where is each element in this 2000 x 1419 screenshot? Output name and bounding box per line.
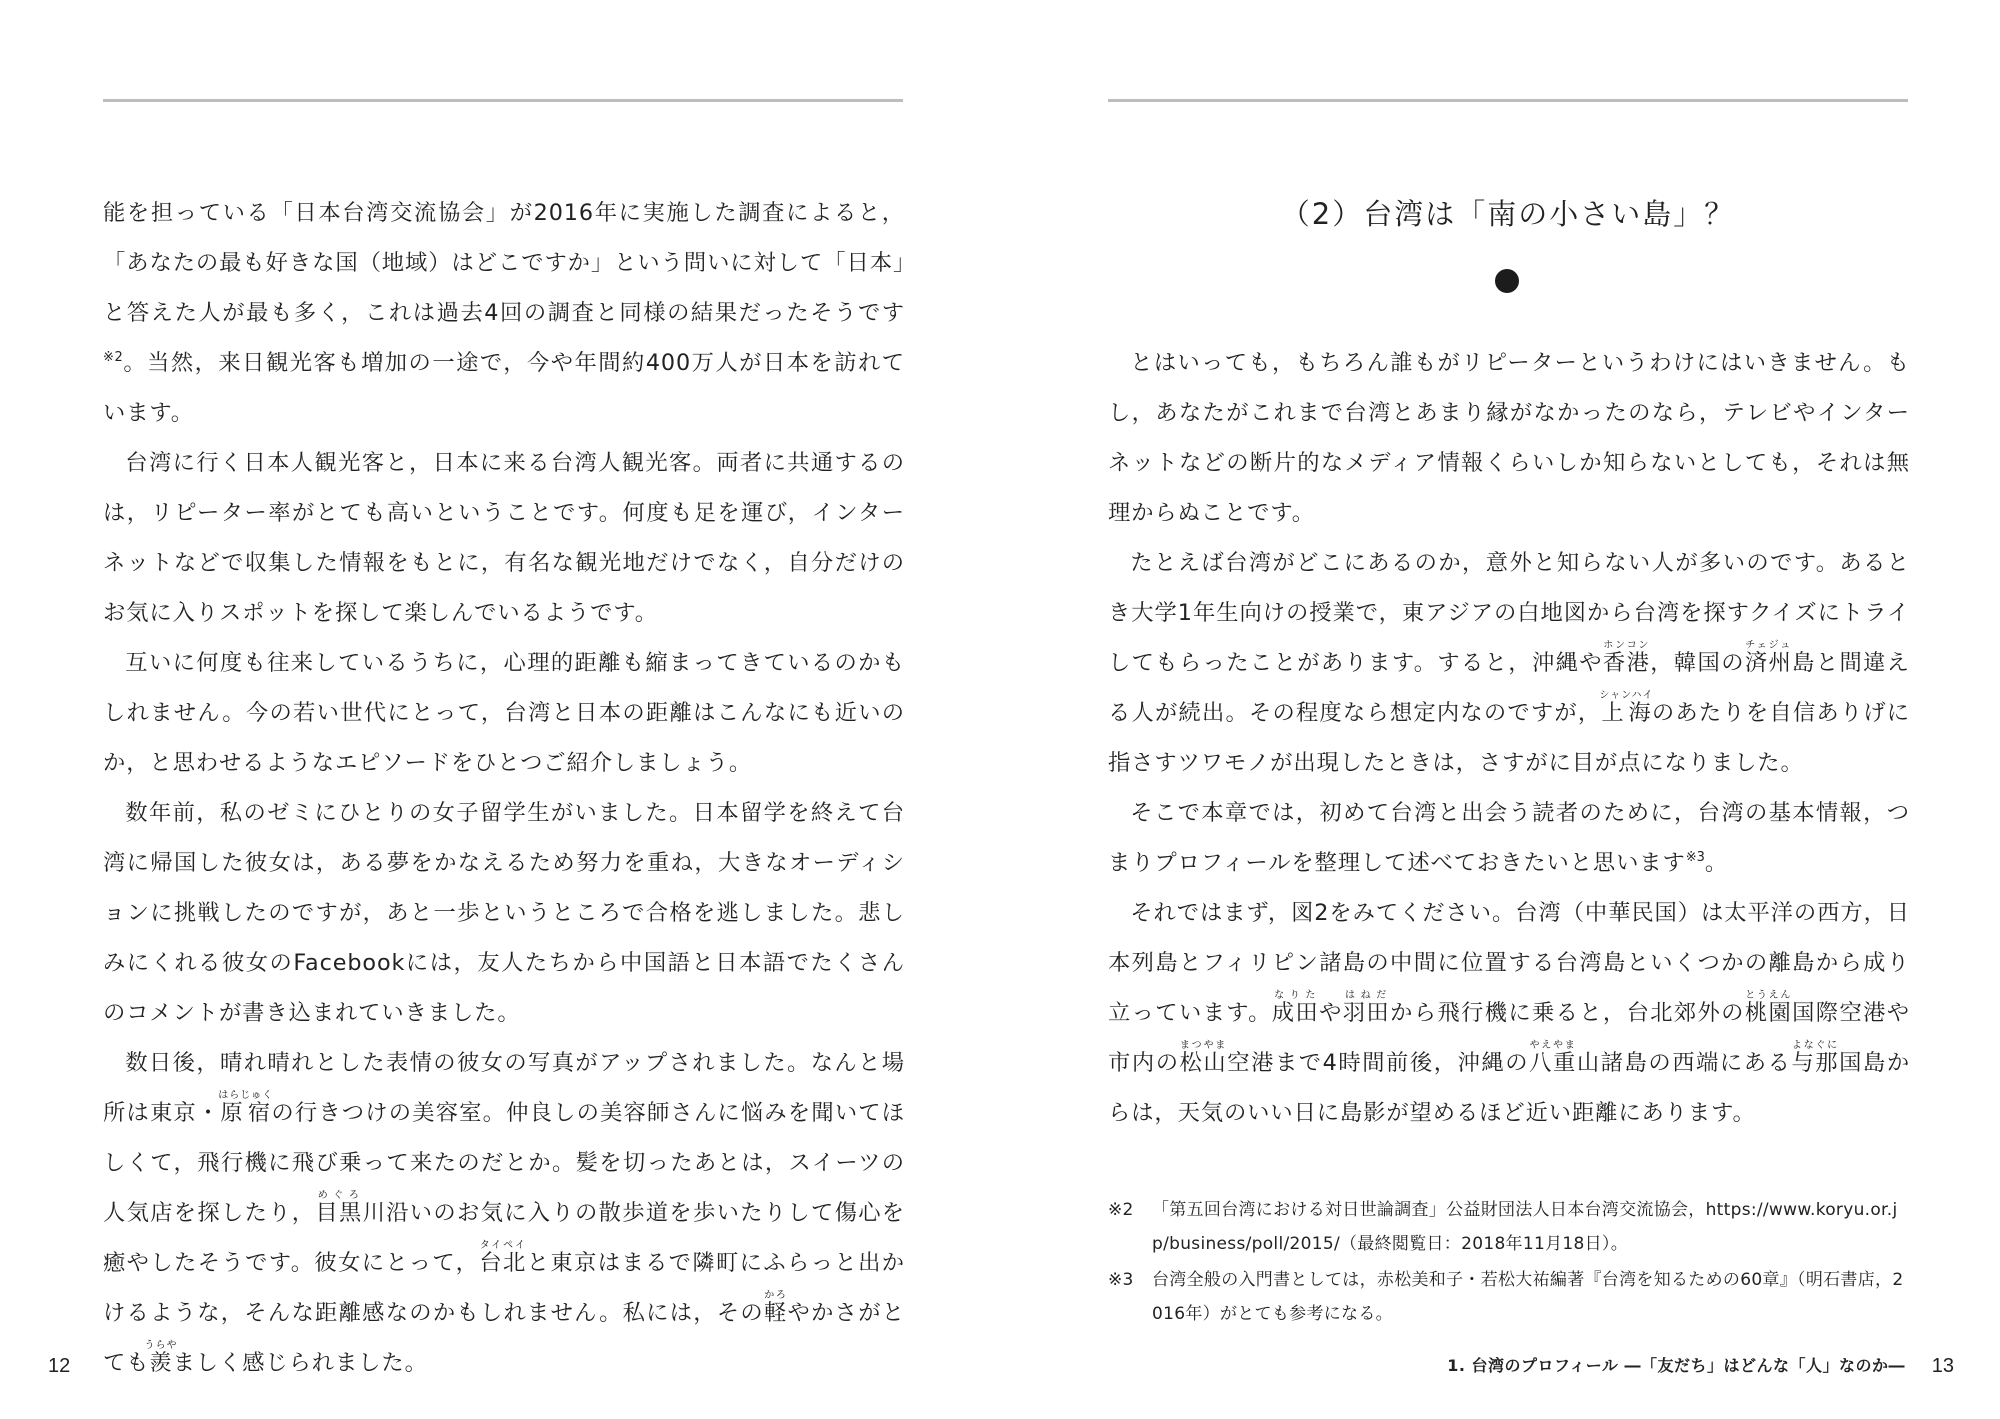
top-rule [1108, 99, 1908, 102]
text-run: 国際空港や市内の [1108, 1000, 1910, 1076]
ruby-annotation [1342, 990, 1391, 1026]
ruby-reading: シャンハイ [1599, 690, 1654, 701]
ruby-reading: めぐろ [315, 1190, 363, 1201]
ruby-base: 原宿 [218, 1100, 274, 1126]
ruby-base: 成田 [1271, 1000, 1320, 1026]
paragraph [103, 638, 905, 788]
top-rule [103, 99, 903, 102]
footnote-mark: ※2 [1108, 1200, 1134, 1220]
ruby-annotation [479, 1240, 527, 1276]
text-run: から飛行機に乗ると，台北郊外の [1390, 1000, 1745, 1026]
ruby-reading: まつやま [1179, 1040, 1227, 1051]
body-text [1108, 338, 1910, 1138]
text-run: そこで本章では，初めて台湾と出会う読者のために，台湾の基本情報，つまりプロフィールを整理して述べておきたいと思います [1108, 800, 1910, 876]
ruby-reading: うらや [144, 1340, 178, 1351]
paragraph [1108, 338, 1910, 538]
text-run: や [1319, 1000, 1343, 1026]
ruby-reading: かろ [763, 1290, 788, 1301]
ruby-base: 軽 [763, 1300, 788, 1326]
ruby-base: 上海 [1599, 700, 1654, 726]
ruby-base: 桃園 [1744, 1000, 1793, 1026]
text-run: ましく感じられました。 [172, 1350, 428, 1376]
text-run: それではまず，図2をみてください。台湾（中華民国）は太平洋の西方，日本列島とフィリピン諸島の中間に位置する台湾島といくつかの離島から成り立っています。 [1108, 900, 1910, 1026]
ruby-reading: よなぐに [1791, 1040, 1839, 1051]
ruby-annotation [1791, 1040, 1840, 1076]
text-run: のあたりを自信ありげに指さすツワモノが出現したときは，さすがに目が点になりました。 [1108, 700, 1910, 776]
paragraph [1108, 788, 1910, 888]
ruby-base: 済州 [1744, 650, 1793, 676]
paragraph [103, 1038, 905, 1388]
paragraph [1108, 888, 1910, 1138]
text-run: と東京はまるで隣町にふらっと出かけるような，そんな距離感なのかもしれません。私には，その [103, 1250, 905, 1326]
ruby-reading: チェジュ [1744, 640, 1792, 651]
page-number: 13 [1931, 1355, 1954, 1377]
ruby-annotation [144, 1340, 178, 1376]
ruby-annotation [1599, 690, 1654, 726]
ruby-annotation [1602, 640, 1651, 676]
paragraph [103, 438, 905, 638]
section-heading: （2）台湾は「南の小さい島」？ [1280, 197, 1736, 231]
ruby-annotation [763, 1290, 788, 1326]
footnote-mark: ※3 [1108, 1270, 1134, 1290]
text-run: たとえば台湾がどこにあるのか，意外と知らない人が多いのです。あるとき大学1年生向けの授業で，東アジアの白地図から台湾を探すクイズにトライしてもらったことがあります。すると，沖縄や [1108, 550, 1910, 676]
ruby-base: 香港 [1602, 650, 1651, 676]
ruby-annotation [1179, 1040, 1228, 1076]
ruby-annotation [1744, 640, 1793, 676]
text-run: とはいっても，もちろん誰もがリピーターというわけにはいきません。もし，あなたがこれまで台湾とあまり縁がなかったのなら，テレビやインターネットなどの断片的なメディア情報くらいしか知らないとしても，それは無理からぬことです。 [1108, 350, 1910, 526]
text-run: 能を担っている「日本台湾交流協会」が2016年に実施した調査によると，「あなたの最も好きな国（地域）はどこですか」という問いに対して「日本」と答えた人が最も多く，これは過去4回の調査と同様の結果だったそうです [103, 200, 905, 326]
ruby-annotation [1744, 990, 1793, 1026]
page-number: 12 [48, 1355, 71, 1377]
text-run: やかさがとても [103, 1300, 905, 1376]
ruby-base: 八重 [1529, 1050, 1577, 1076]
text-run: 数年前，私のゼミにひとりの女子留学生がいました。日本留学を終えて台湾に帰国した彼女は，ある夢をかなえるため努力を重ね，大きなオーディションに挑戦したのですが，あと一歩というところで合格を逃しました。悲しみにくれる彼女のFacebookには，友人たちから中国語と日本語でたくさんのコメントが書き込まれていきました。 [103, 800, 905, 1026]
ruby-reading: なりた [1271, 990, 1319, 1001]
text-run: ，韓国の [1650, 650, 1745, 676]
footnote-reference: ※3 [1685, 850, 1705, 865]
footnotes [1108, 1193, 1908, 1333]
text-run: 空港まで4時間前後，沖縄の [1227, 1050, 1530, 1076]
paragraph [1108, 538, 1910, 788]
ruby-reading: ホンコン [1602, 640, 1650, 651]
text-run: 数日後，晴れ晴れとした表情の彼女の写真がアップされました。なんと場所は東京・ [103, 1050, 905, 1126]
ruby-base: 羨 [144, 1350, 178, 1376]
heading-bullet-icon [1495, 269, 1519, 293]
text-run: 山諸島の西端にある [1576, 1050, 1792, 1076]
ruby-reading: とうえん [1744, 990, 1792, 1001]
footnote-2 [1108, 1193, 1908, 1261]
text-run: 台湾に行く日本人観光客と，日本に来る台湾人観光客。両者に共通するのは，リピーター率がとても高いということです。何度も足を運び，インターネットなどで収集した情報をもとに，有名な観光地だけでなく，自分だけのお気に入りスポットを探して楽しんでいるようです。 [103, 450, 905, 626]
text-run: 川沿いのお気に入りの散歩道を歩いたりして傷心を癒やしたそうです。彼女にとって， [103, 1200, 905, 1276]
text-run: 島と間違える人が続出。その程度なら想定内なのですが， [1108, 650, 1910, 726]
paragraph [103, 188, 905, 438]
ruby-reading: タイペイ [479, 1240, 527, 1251]
footnote-reference: ※2 [103, 350, 123, 365]
text-run: 国島からは，天気のいい日に島影が望めるほど近い距離にあります。 [1108, 1050, 1911, 1126]
ruby-annotation [315, 1190, 363, 1226]
text-run: 。当然，来日観光客も増加の一途で，今や年間約400万人が日本を訪れています。 [103, 350, 905, 426]
ruby-reading: はらじゅく [218, 1090, 274, 1101]
footnote-text: 台湾全般の入門書としては，赤松美和子・若松大祐編著『台湾を知るための60章』（明石書店，2016年）がとても参考になる。 [1152, 1270, 1904, 1324]
ruby-reading: やえやま [1529, 1040, 1577, 1051]
right-page [1000, 0, 2000, 1419]
ruby-annotation [218, 1090, 274, 1126]
ruby-annotation [1271, 990, 1320, 1026]
footnote-text: 「第五回台湾における対日世論調査」公益財団法人日本台湾交流協会，https://www.koryu.or.jp/business/poll/2015/（最終閲覧日：2018年11月18日）。 [1152, 1200, 1898, 1254]
ruby-base: 目黒 [315, 1200, 363, 1226]
text-run: 。 [1704, 850, 1729, 876]
ruby-reading: はねだ [1342, 990, 1390, 1001]
ruby-base: 松山 [1179, 1050, 1228, 1076]
footnote-3 [1108, 1263, 1908, 1331]
text-run: の行きつけの美容室。仲良しの美容師さんに悩みを聞いてほしくて，飛行機に飛び乗って来たのだとか。髪を切ったあとは，スイーツの人気店を探したり， [103, 1100, 905, 1226]
ruby-base: 台北 [479, 1250, 527, 1276]
running-header: 1. 台湾のプロフィール ―「友だち」はどんな「人」なのか― [1447, 1356, 1905, 1375]
ruby-base: 与那 [1791, 1050, 1840, 1076]
ruby-annotation [1529, 1040, 1577, 1076]
body-text [103, 188, 905, 1388]
ruby-base: 羽田 [1342, 1000, 1391, 1026]
text-run: 互いに何度も往来しているうちに，心理的距離も縮まってきているのかもしれません。今の若い世代にとって，台湾と日本の距離はこんなにも近いのか，と思わせるようなエピソードをひとつご紹介しましょう。 [103, 650, 905, 776]
paragraph [103, 788, 905, 1038]
